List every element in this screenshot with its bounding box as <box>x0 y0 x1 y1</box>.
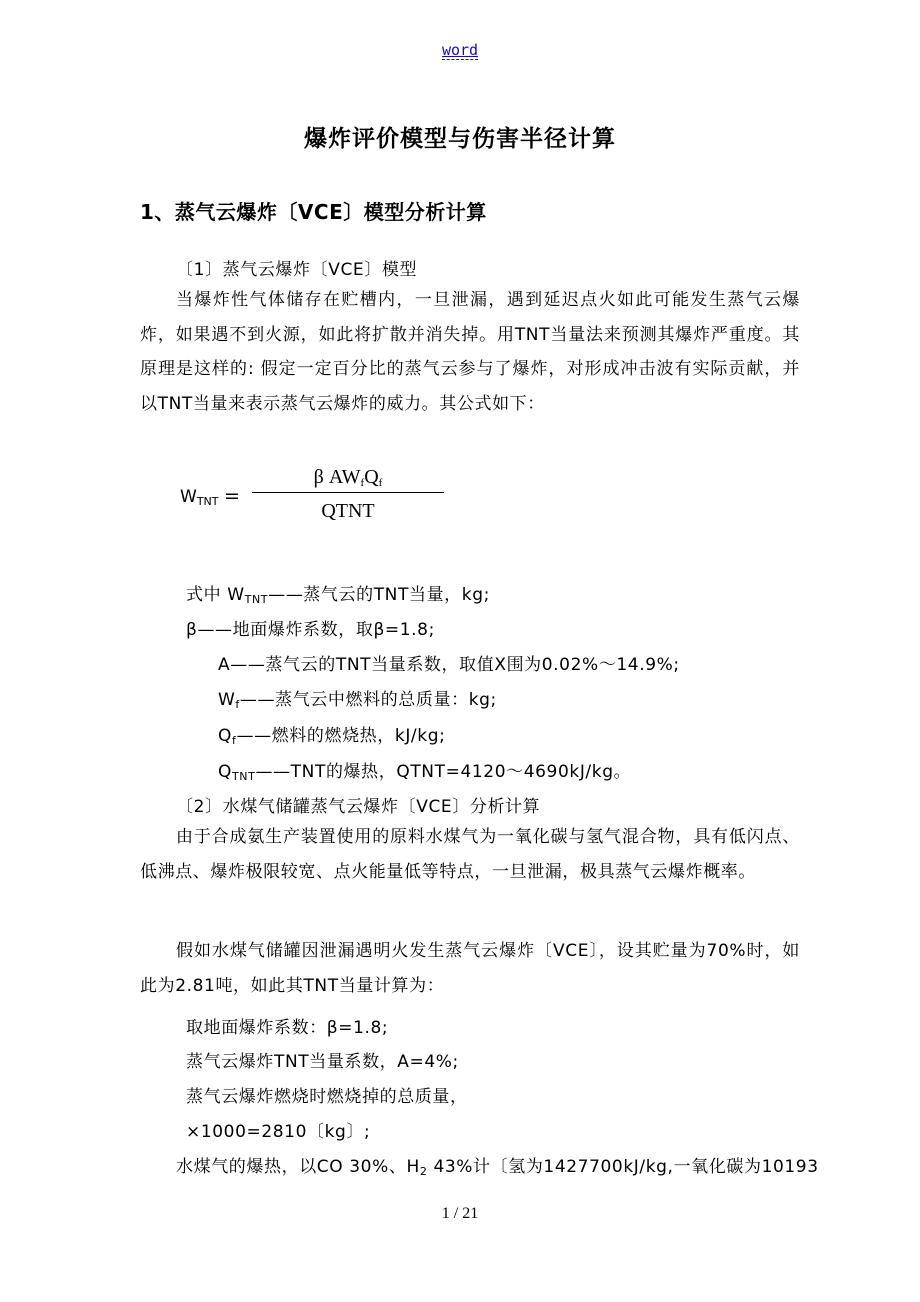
page-title: 爆炸评价模型与伤害半径计算 <box>304 126 616 152</box>
line-heat: 水煤气的爆热，以CO 30%、$H_2$ 43%计〔氢为1427700kJ/kg,一氧化碳为10193 <box>176 1157 819 1178</box>
definition-qtnt: $Q_{TNT}——TNT$的爆热，QTNT=4120～4690kJ/kg。 <box>218 762 632 783</box>
page-number: 1 / 21 <box>441 1205 479 1222</box>
header-word-link[interactable]: word <box>441 41 479 59</box>
paragraph-properties: 由于合成氨生产装置使用的原料水煤气为一氧化碳与氢气混合物，具有低闪点、低沸点、爆炸极限较宽、点火能量低等特点，一旦泄漏，极具蒸气云爆炸概率。 <box>140 827 800 882</box>
formula-numerator: β $AW_fQ_f$ <box>313 466 383 489</box>
definition-wtnt: 式中 $W_{TNT}——$蒸气云的TNT当量，kg; <box>186 585 490 606</box>
line-calc: ×1000=2810〔kg〕; <box>186 1122 371 1142</box>
definition-qf: $Q_f——$燃料的燃烧热，kJ/kg; <box>218 726 446 747</box>
paragraph-assumption: 假如水煤气储罐因泄漏遇明火发生蒸气云爆炸〔VCE〕，设其贮量为70%时，如此为2.81吨，如此其TNT当量计算为： <box>140 941 800 996</box>
formula-denominator: QTNT <box>321 500 375 522</box>
fraction-line <box>252 492 444 493</box>
definition-wf: $W_f——$蒸气云中燃料的总质量：kg; <box>218 690 497 711</box>
formula-equals: = <box>224 485 240 507</box>
line-beta: 取地面爆炸系数：β=1.8; <box>186 1018 389 1038</box>
section-heading: 1、蒸气云爆炸〔VCE〕模型分析计算 <box>140 200 487 224</box>
line-mass: 蒸气云爆炸燃烧时燃烧掉的总质量， <box>186 1087 468 1107</box>
formula-lhs: $W_{TNT}$ <box>180 487 219 508</box>
subsection-title-2: 〔2〕水煤气储罐蒸气云爆炸〔VCE〕分析计算 <box>176 797 541 817</box>
definition-beta: β——地面爆炸系数，取β=1.8; <box>186 620 435 640</box>
line-a: 蒸气云爆炸TNT当量系数，A=4%; <box>186 1052 459 1072</box>
subsection-title-1: 〔1〕蒸气云爆炸〔VCE〕模型 <box>176 260 418 280</box>
paragraph-intro: 当爆炸性气体储存在贮槽内，一旦泄漏，遇到延迟点火如此可能发生蒸气云爆炸，如果遇不到火源，如此将扩散并消失掉。用TNT当量法来预测其爆炸严重度。其原理是这样的: 假定一定百分比的蒸气云参与了爆炸，对形成冲击波有实际贡献，并以TNT当量来表示蒸气云爆炸的威力。其公式如下： <box>140 290 800 414</box>
definition-a: A——蒸气云的TNT当量系数，取值X围为0.02%～14.9%; <box>218 655 680 675</box>
